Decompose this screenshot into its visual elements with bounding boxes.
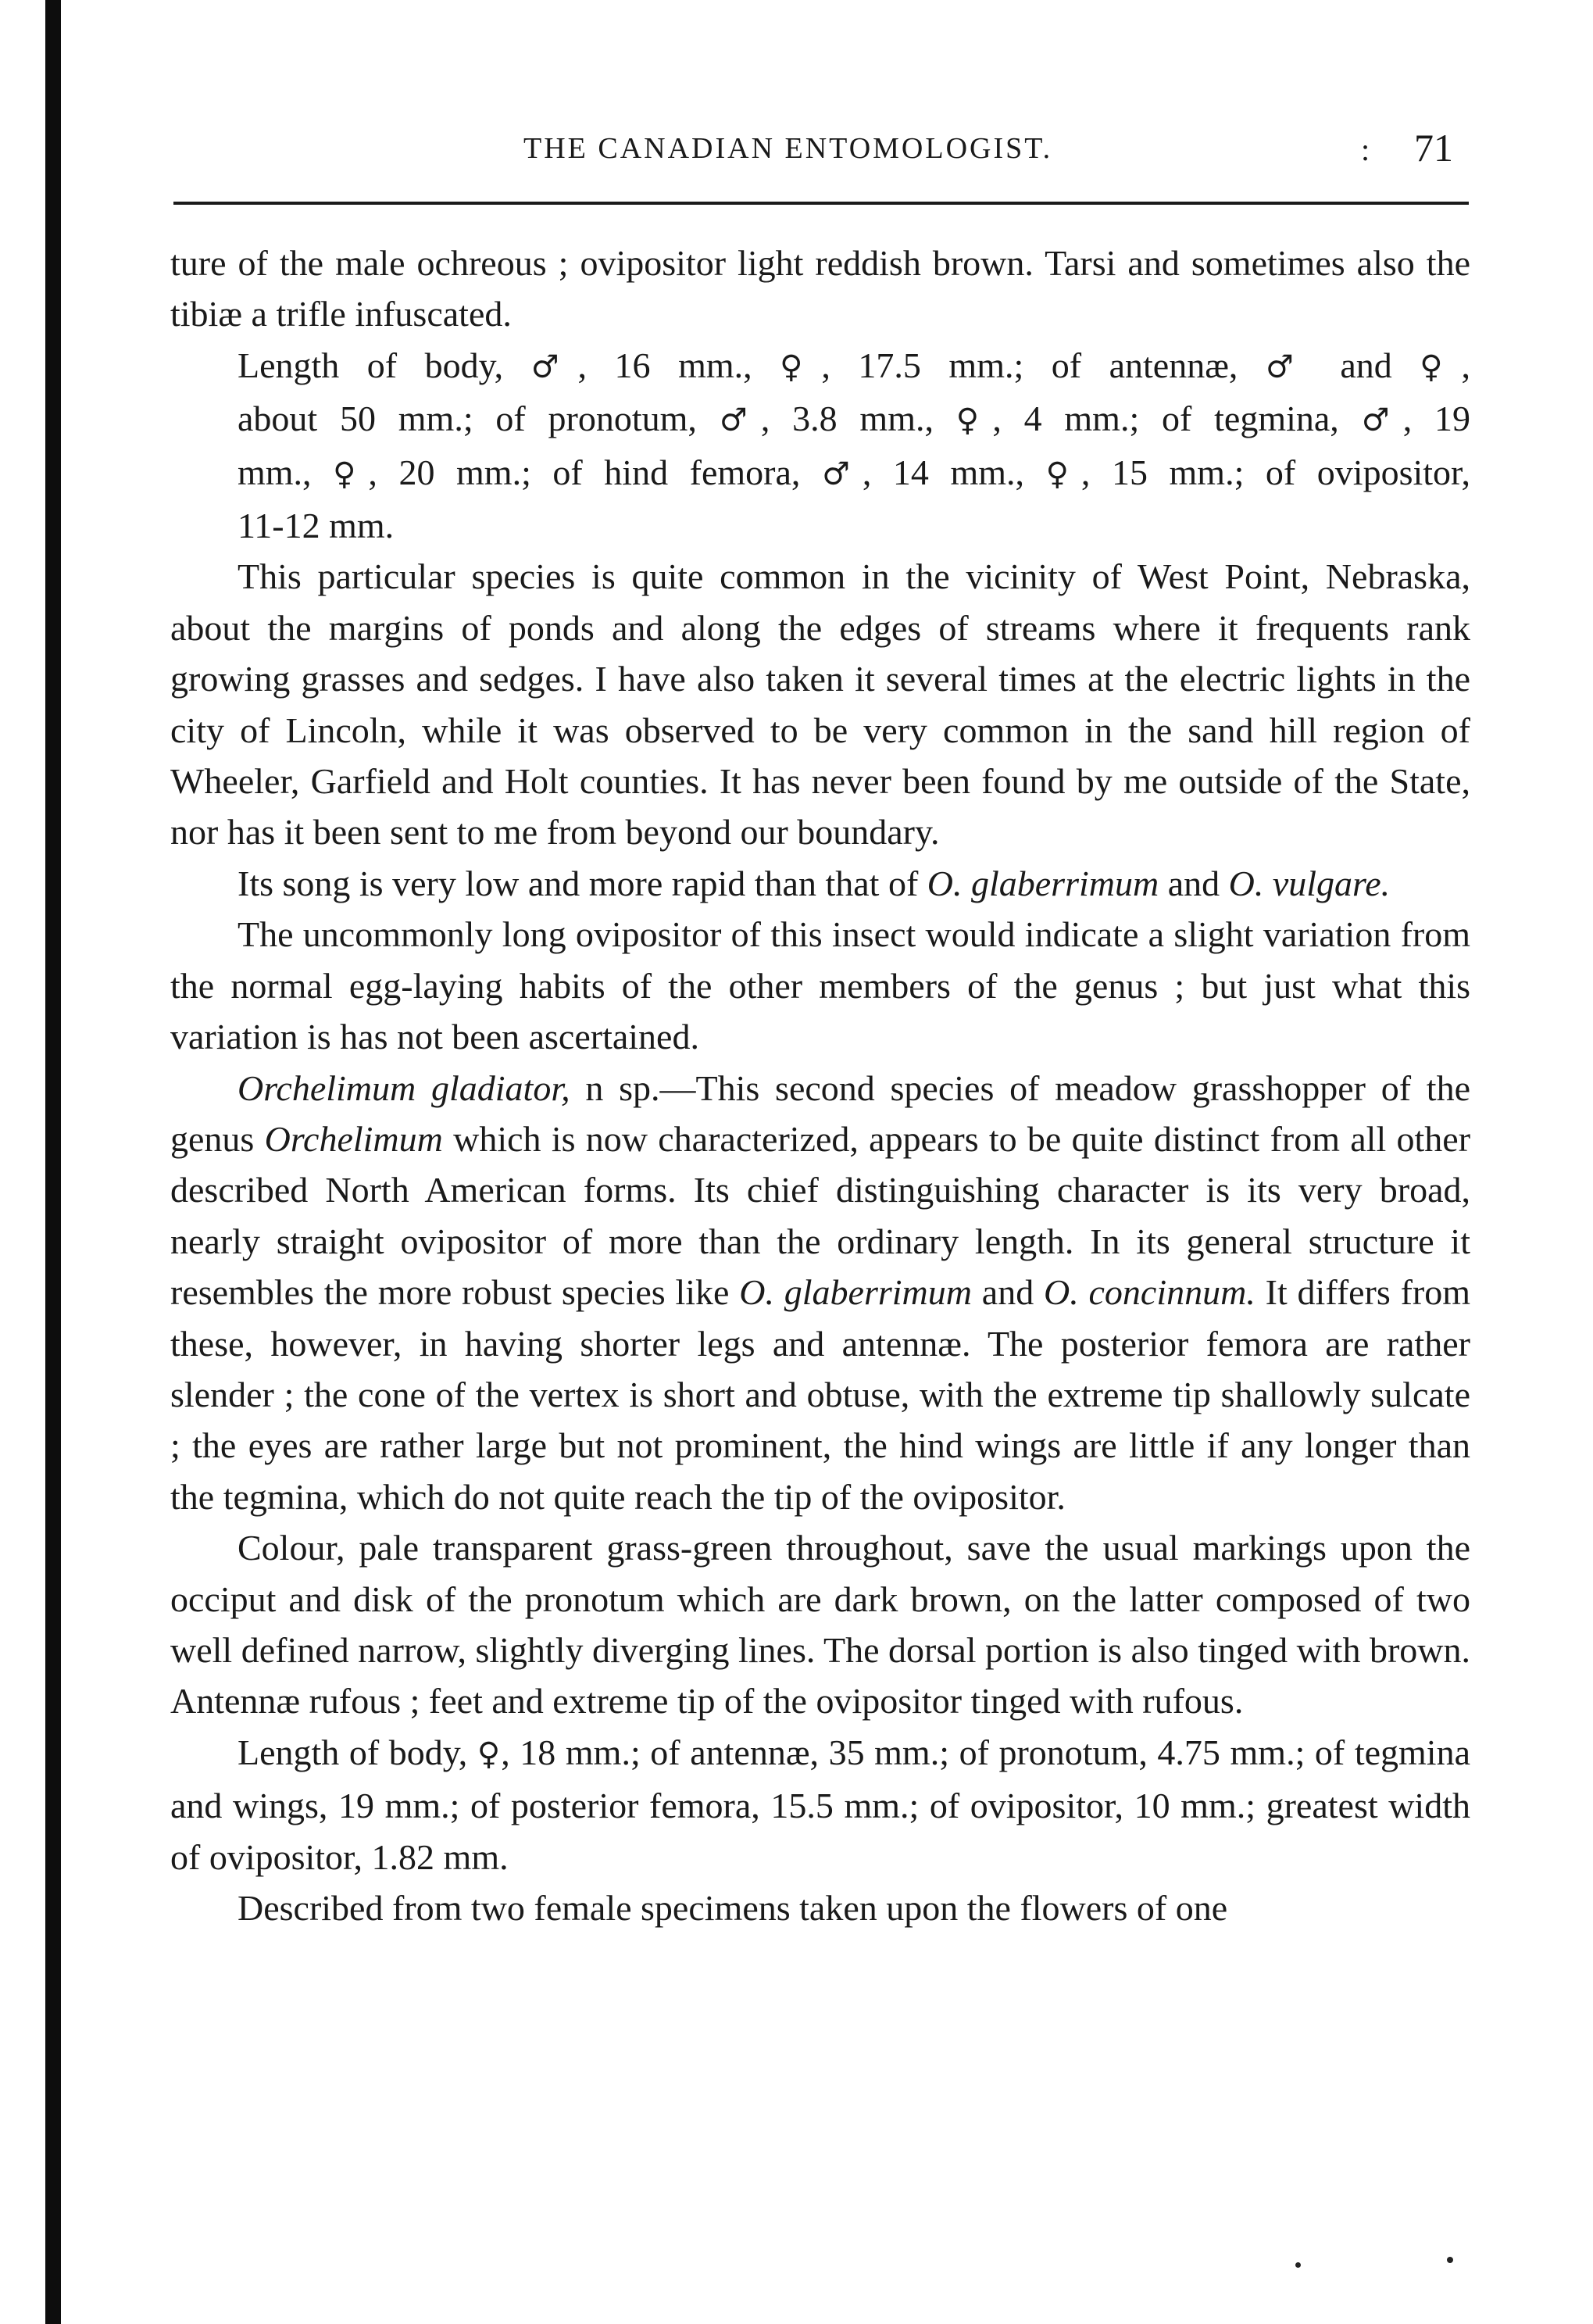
print-speck xyxy=(1295,2262,1301,2268)
measurement-line-2 xyxy=(170,393,1470,446)
measurement-text: and xyxy=(1340,345,1392,385)
page-header xyxy=(172,125,1469,172)
measurement-text: , 20 mm.; of hind femora, xyxy=(368,452,801,492)
male-symbol: ♂ xyxy=(719,402,761,439)
female-symbol: ♀ xyxy=(1420,349,1462,385)
measurement-line-3 xyxy=(170,447,1470,500)
female-symbol: ♀ xyxy=(477,1736,502,1772)
measurement-text: mm., xyxy=(238,452,312,492)
measurement-text: , 3.8 mm., xyxy=(760,399,934,439)
measurement-text: , 18 mm.; of antennæ, 35 mm.; of pronotum, 4.75 mm.; of tegmina and wings, 19 mm.; of posterior femora, 15.5 mm.; of ovipositor, 10 mm.; greatest width of ovipositor, 1.82 mm. xyxy=(170,1732,1471,1877)
paragraph-continuation: ture of the male ochreous ; ovipositor light reddish brown. Tarsi and sometimes also the tibiæ a trifle infuscated. xyxy=(170,243,1470,334)
paragraph-ovipositor: The uncommonly long ovipositor of this insect would indicate a slight variation from the normal egg-laying habits of the other members of the genus ; but just what this variation is has not been ascertained. xyxy=(170,914,1470,1057)
measurement-text: , 19 xyxy=(1402,399,1471,439)
male-symbol: ♂ xyxy=(530,349,578,385)
measurement-text: Length of body, xyxy=(238,1732,468,1772)
measurement-text: , 15 mm.; of ovipositor, xyxy=(1080,452,1471,492)
description-text: It differs from these, however, in having shorter legs and antennæ. The posterior femora are rather slender ; the cone of the vertex is short and obtuse, with the extreme tip shallowly sulcate ; the eyes are rather large but not prominent, the hind wings are little if any longer than the tegmina, which do not quite reach the tip of the ovipositor. xyxy=(170,1272,1470,1517)
male-symbol: ♂ xyxy=(1361,402,1403,439)
species-name: O. vulgare. xyxy=(1228,863,1391,903)
header-colon: : xyxy=(1361,132,1370,167)
description-text: n sp.—This second species of meadow grasshopper of the genus xyxy=(170,1067,1470,1159)
page-number: 71 xyxy=(1414,126,1453,170)
header-rule xyxy=(173,202,1469,205)
male-symbol: ♂ xyxy=(821,456,863,492)
female-symbol: ♀ xyxy=(1045,456,1081,492)
song-text: and xyxy=(1167,863,1220,903)
measurement-text: Length of body, xyxy=(238,345,504,385)
running-title: THE CANADIAN ENTOMOLOGIST. xyxy=(523,132,1053,165)
paragraph-measurements-male-female xyxy=(170,340,1470,552)
description-text: which is now characterized, appears to be quite distinct from all other described North American forms. Its chief distinguishing character is its very broad, nearly straight ovipositor of more than the ordinary length. In its general structure it resembles the more robust species like xyxy=(170,1118,1471,1313)
paragraph-described-from: Described from two female specimens taken upon the flowers of one xyxy=(238,1888,1228,1928)
paragraph-habitat: This particular species is quite common in the vicinity of West Point, Nebraska, about the margins of ponds and along the edges of streams where it frequents rank growing grasses and sedges. I have also taken it several times at the electric lights in the city of Lincoln, while it was observed to be very common in the sand hill region of Wheeler, Garfield and Holt counties. It has never been found by me outside of the State, nor has it been sent to me from beyond our boundary. xyxy=(170,556,1470,853)
species-name-heading: Orchelimum gladiator, xyxy=(238,1067,570,1108)
species-name: O. glaberrimum xyxy=(927,863,1159,903)
scan-edge-shadow xyxy=(45,0,61,2324)
description-text: and xyxy=(981,1272,1034,1313)
measurement-line-1 xyxy=(170,340,1470,393)
print-speck xyxy=(1447,2257,1453,2263)
measurement-line-4: 11-12 mm. xyxy=(238,506,395,546)
male-symbol: ♂ xyxy=(1265,349,1313,385)
measurement-text: , 17.5 mm.; of antennæ, xyxy=(821,345,1238,385)
song-text: Its song is very low and more rapid than that of xyxy=(238,863,919,903)
measurement-text: , 16 mm., xyxy=(577,345,752,385)
paragraph-new-species xyxy=(170,1063,1470,1523)
species-name: O. glaberrimum xyxy=(739,1272,972,1313)
paragraph-song xyxy=(170,858,1470,909)
measurement-text: , xyxy=(1461,345,1470,385)
female-symbol: ♀ xyxy=(955,402,993,439)
paragraph-colour: Colour, pale transparent grass-green throughout, save the usual markings upon the occiput and disk of the pronotum which are dark brown, on the latter composed of two well defined narrow, slightly diverging lines. The dorsal portion is also tinged with brown. Antennæ rufous ; feet and extreme tip of the ovipositor tinged with rufous. xyxy=(170,1528,1470,1722)
article-body xyxy=(170,238,1470,1933)
paragraph-measurements-female xyxy=(170,1727,1470,1882)
genus-name: Orchelimum xyxy=(264,1118,443,1159)
measurement-text: , 14 mm., xyxy=(862,452,1025,492)
measurement-text: about 50 mm.; of pronotum, xyxy=(238,399,697,439)
female-symbol: ♀ xyxy=(780,349,822,385)
species-name: O. concinnum. xyxy=(1044,1272,1255,1313)
measurement-text: , 4 mm.; of tegmina, xyxy=(992,399,1339,439)
female-symbol: ♀ xyxy=(333,456,369,492)
